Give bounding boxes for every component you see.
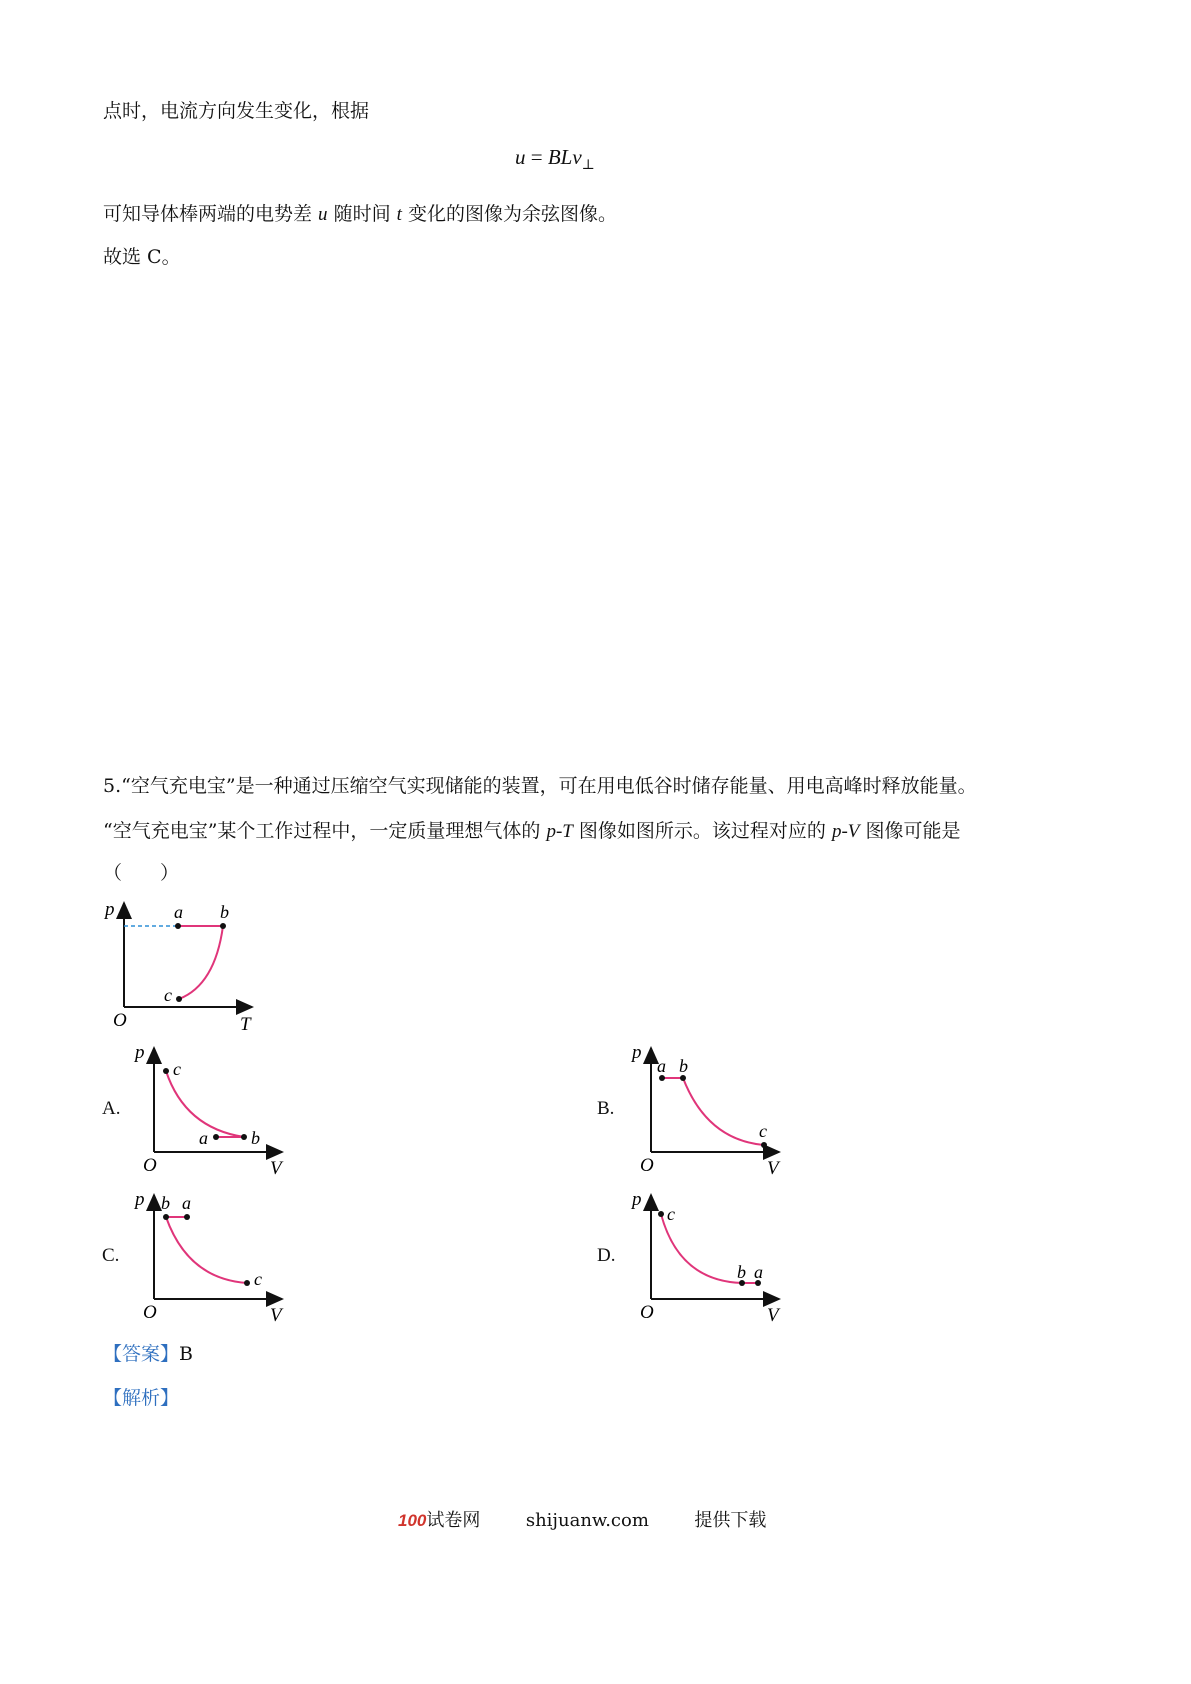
label-o: O xyxy=(143,1155,157,1176)
text-line: 点时，电流方向发生变化，根据 xyxy=(103,100,370,122)
label-o: O xyxy=(143,1302,157,1323)
curve-bc xyxy=(179,926,223,999)
label-p: p xyxy=(632,1042,642,1063)
label-c: c xyxy=(164,985,172,1005)
point-c xyxy=(761,1142,767,1148)
formula xyxy=(515,145,595,174)
analysis-tag: 【解析】 xyxy=(103,1387,180,1409)
point-b xyxy=(241,1134,247,1140)
option-a-diagram[interactable] xyxy=(130,1040,295,1180)
answer-value: B xyxy=(179,1343,193,1365)
label-o: O xyxy=(640,1155,654,1176)
label-c: c xyxy=(173,1059,181,1079)
analysis xyxy=(103,1383,179,1410)
option-b-label[interactable]: B. xyxy=(597,1098,615,1119)
label-c: c xyxy=(667,1204,675,1224)
point-c xyxy=(244,1280,250,1286)
formula-u: u xyxy=(515,145,526,169)
point-a xyxy=(175,923,181,929)
label-p: p xyxy=(135,1189,145,1210)
text-line: 故选 C。 xyxy=(103,246,181,268)
label-p: p xyxy=(105,899,115,920)
label-p: p xyxy=(632,1189,642,1210)
label-o: O xyxy=(113,1010,127,1031)
point-c xyxy=(163,1068,169,1074)
point-a xyxy=(213,1134,219,1140)
formula-perp: ⊥ xyxy=(581,158,595,174)
label-o: O xyxy=(640,1302,654,1323)
point-b xyxy=(220,923,226,929)
label-b: b xyxy=(679,1056,688,1076)
label-b: b xyxy=(161,1193,170,1213)
label-v: V xyxy=(767,1158,779,1179)
label-v: V xyxy=(270,1158,282,1179)
question-line: 5.“空气充电宝”是一种通过压缩空气实现储能的装置，可在用电低谷时储存能量、用电高峰时释放能量。 xyxy=(103,775,977,797)
option-b-diagram[interactable] xyxy=(627,1040,792,1180)
label-a: a xyxy=(199,1128,208,1148)
curve xyxy=(166,1217,247,1283)
label-a: a xyxy=(657,1056,666,1076)
footer-site-name: 试卷网 xyxy=(426,1510,481,1531)
footer-logo: 100 xyxy=(398,1511,427,1530)
option-d-diagram[interactable] xyxy=(627,1187,792,1327)
curve xyxy=(683,1078,764,1145)
footer xyxy=(398,1506,766,1532)
label-b: b xyxy=(251,1128,260,1148)
label-v: V xyxy=(270,1305,282,1326)
option-d-label[interactable]: D. xyxy=(597,1245,616,1266)
label-t: T xyxy=(240,1014,251,1035)
label-v: V xyxy=(767,1305,779,1326)
question-paren: （ ） xyxy=(103,862,180,884)
footer-note: 提供下载 xyxy=(694,1510,767,1531)
option-c-diagram[interactable] xyxy=(130,1187,295,1327)
formula-blv: BLv xyxy=(547,145,582,169)
label-b: b xyxy=(737,1262,746,1282)
label-p: p xyxy=(135,1042,145,1063)
label-c: c xyxy=(254,1269,262,1289)
label-a: a xyxy=(754,1262,763,1282)
label-c: c xyxy=(759,1121,767,1141)
answer xyxy=(103,1339,193,1366)
option-c-label[interactable]: C. xyxy=(102,1245,120,1266)
formula-equals: = xyxy=(525,145,548,169)
footer-domain[interactable]: shijuanw.com xyxy=(525,1510,649,1531)
text-line: 可知导体棒两端的电势差 u 随时间 t 变化的图像为余弦图像。 xyxy=(103,203,617,225)
pt-diagram xyxy=(100,895,270,1040)
curve xyxy=(661,1214,742,1283)
label-b: b xyxy=(220,902,229,922)
answer-tag: 【答案】 xyxy=(103,1343,180,1365)
point-b xyxy=(163,1214,169,1220)
option-a-label[interactable]: A. xyxy=(102,1098,121,1119)
point-c xyxy=(176,996,182,1002)
point-a xyxy=(184,1214,190,1220)
label-a: a xyxy=(174,902,183,922)
label-a: a xyxy=(182,1193,191,1213)
point-c xyxy=(658,1211,664,1217)
question-line: “空气充电宝”某个工作过程中，一定质量理想气体的 p-T 图像如图所示。该过程对应的 p-V 图像可能是 xyxy=(103,820,961,842)
